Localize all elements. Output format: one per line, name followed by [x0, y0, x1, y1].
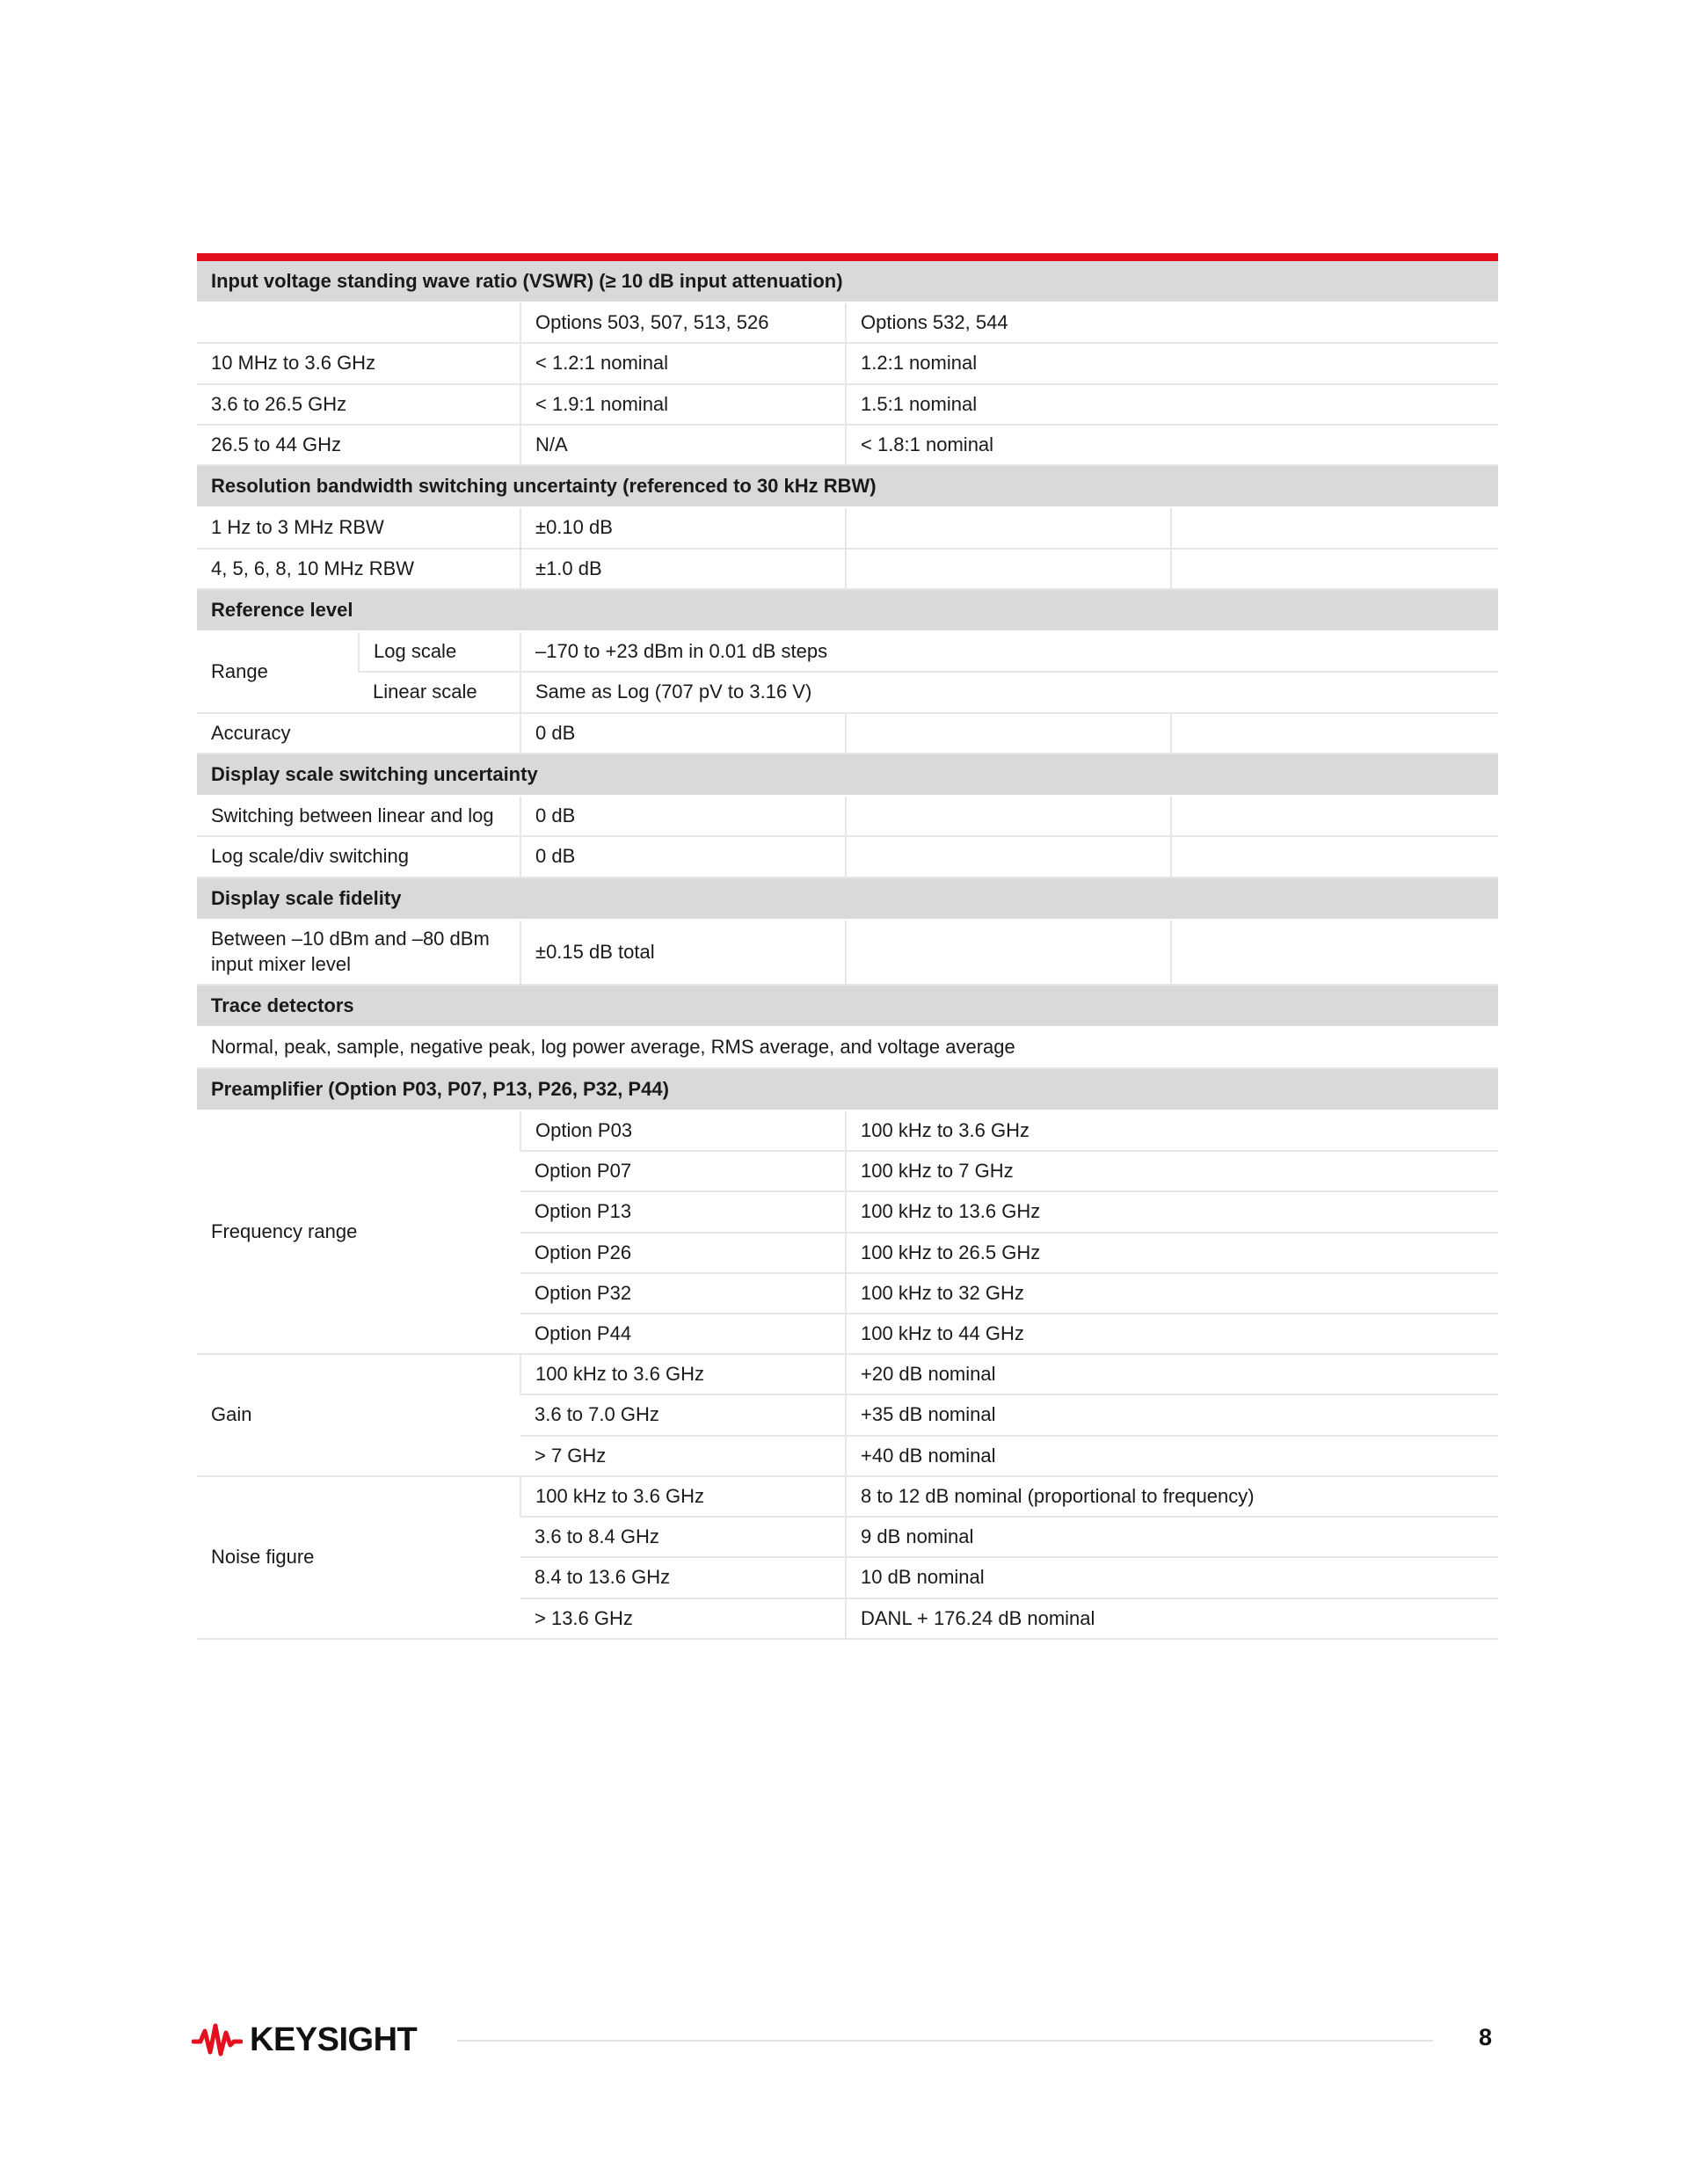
- row-label: Between –10 dBm and –80 dBm input mixer level: [197, 920, 520, 985]
- cell-value: 100 kHz to 44 GHz: [846, 1314, 1498, 1354]
- cell-option: Option P44: [520, 1314, 846, 1354]
- table-row: [197, 1110, 1498, 1151]
- row-label: Noise figure: [197, 1476, 520, 1639]
- cell-value: N/A: [520, 425, 846, 465]
- cell-value: 9 dB nominal: [846, 1517, 1498, 1557]
- section-title: Reference level: [197, 589, 1498, 631]
- cell-value: ±0.10 dB: [520, 507, 846, 548]
- column-header: Options 532, 544: [846, 302, 1498, 343]
- table-row: [197, 549, 1498, 589]
- detector-list: Normal, peak, sample, negative peak, log power average, RMS average, and voltage average: [197, 1027, 1498, 1067]
- empty-cell: [846, 920, 1171, 985]
- page-footer: [0, 2013, 1688, 2066]
- table-row: [197, 796, 1498, 836]
- row-label: 1 Hz to 3 MHz RBW: [197, 507, 520, 548]
- empty-cell: [1171, 920, 1498, 985]
- cell-value: < 1.8:1 nominal: [846, 425, 1498, 465]
- cell-value: 1.5:1 nominal: [846, 384, 1498, 425]
- empty-cell: [1171, 713, 1498, 753]
- section-title: Display scale switching uncertainty: [197, 753, 1498, 796]
- row-label: 4, 5, 6, 8, 10 MHz RBW: [197, 549, 520, 589]
- section-header-trace-detectors: [197, 985, 1498, 1027]
- section-header-display-switching: [197, 753, 1498, 796]
- section-header-rbw: [197, 465, 1498, 507]
- row-label: Switching between linear and log: [197, 796, 520, 836]
- table-row: [197, 384, 1498, 425]
- cell-value: ±1.0 dB: [520, 549, 846, 589]
- cell-value: +40 dB nominal: [846, 1436, 1498, 1476]
- row-label: 10 MHz to 3.6 GHz: [197, 343, 520, 383]
- section-title: Resolution bandwidth switching uncertainty (referenced to 30 kHz RBW): [197, 465, 1498, 507]
- table-row: [197, 425, 1498, 465]
- sub-label: Linear scale: [359, 672, 520, 712]
- cell-value: ±0.15 dB total: [520, 920, 846, 985]
- row-label: Range: [197, 631, 359, 712]
- row-label: Gain: [197, 1354, 520, 1476]
- section-title: Input voltage standing wave ratio (VSWR) (≥ 10 dB input attenuation): [197, 258, 1498, 303]
- cell-band: 3.6 to 7.0 GHz: [520, 1394, 846, 1435]
- table-row: [197, 631, 1498, 672]
- cell-value: DANL + 176.24 dB nominal: [846, 1598, 1498, 1639]
- cell-value: 10 dB nominal: [846, 1557, 1498, 1598]
- empty-cell: [1171, 507, 1498, 548]
- footer-divider: [457, 2040, 1433, 2042]
- cell-value: 100 kHz to 32 GHz: [846, 1273, 1498, 1314]
- cell-value: –170 to +23 dBm in 0.01 dB steps: [520, 631, 1498, 672]
- row-label: 3.6 to 26.5 GHz: [197, 384, 520, 425]
- table-row: [197, 672, 1498, 712]
- empty-cell: [846, 549, 1171, 589]
- table-row: [197, 302, 1498, 343]
- cell-option: Option P13: [520, 1191, 846, 1232]
- sub-label: Log scale: [359, 631, 520, 672]
- cell-value: < 1.2:1 nominal: [520, 343, 846, 383]
- cell-option: Option P26: [520, 1233, 846, 1273]
- empty-cell: [1171, 796, 1498, 836]
- wave-mark: [193, 2026, 241, 2054]
- table-row: [197, 507, 1498, 548]
- page-number: 8: [1479, 2024, 1493, 2050]
- cell-value: Same as Log (707 pV to 3.16 V): [520, 672, 1498, 712]
- table-row: [197, 836, 1498, 877]
- cell-band: 100 kHz to 3.6 GHz: [520, 1476, 846, 1517]
- column-header: Options 503, 507, 513, 526: [520, 302, 846, 343]
- empty-cell: [1171, 549, 1498, 589]
- cell-band: 8.4 to 13.6 GHz: [520, 1557, 846, 1598]
- section-header-vswr: [197, 258, 1498, 303]
- cell-value: 100 kHz to 26.5 GHz: [846, 1233, 1498, 1273]
- cell-value: 0 dB: [520, 713, 846, 753]
- keysight-wave-icon: [192, 2020, 243, 2059]
- spec-table: [197, 253, 1498, 1640]
- cell-band: > 13.6 GHz: [520, 1598, 846, 1639]
- cell-band: > 7 GHz: [520, 1436, 846, 1476]
- cell-value: 0 dB: [520, 836, 846, 877]
- row-label: Log scale/div switching: [197, 836, 520, 877]
- empty-cell: [846, 507, 1171, 548]
- empty-cell: [846, 836, 1171, 877]
- section-title: Preamplifier (Option P03, P07, P13, P26, P32, P44): [197, 1068, 1498, 1110]
- cell-band: 100 kHz to 3.6 GHz: [520, 1354, 846, 1394]
- section-title: Display scale fidelity: [197, 877, 1498, 920]
- cell-value: 100 kHz to 13.6 GHz: [846, 1191, 1498, 1232]
- row-label: [197, 302, 520, 343]
- cell-value: 100 kHz to 3.6 GHz: [846, 1110, 1498, 1151]
- cell-band: 3.6 to 8.4 GHz: [520, 1517, 846, 1557]
- table-row: [197, 1354, 1498, 1394]
- section-header-reference-level: [197, 589, 1498, 631]
- section-header-display-fidelity: [197, 877, 1498, 920]
- cell-value: 1.2:1 nominal: [846, 343, 1498, 383]
- cell-option: Option P03: [520, 1110, 846, 1151]
- table-row: [197, 1027, 1498, 1067]
- cell-option: Option P07: [520, 1151, 846, 1191]
- row-label: 26.5 to 44 GHz: [197, 425, 520, 465]
- table-row: [197, 1476, 1498, 1517]
- table-row: [197, 343, 1498, 383]
- keysight-logo: [192, 2020, 417, 2059]
- cell-value: 8 to 12 dB nominal (proportional to frequency): [846, 1476, 1498, 1517]
- empty-cell: [1171, 836, 1498, 877]
- cell-value: < 1.9:1 nominal: [520, 384, 846, 425]
- row-label: Accuracy: [197, 713, 520, 753]
- cell-value: +35 dB nominal: [846, 1394, 1498, 1435]
- cell-value: 0 dB: [520, 796, 846, 836]
- cell-value: 100 kHz to 7 GHz: [846, 1151, 1498, 1191]
- cell-value: +20 dB nominal: [846, 1354, 1498, 1394]
- table-row: [197, 713, 1498, 753]
- empty-cell: [846, 713, 1171, 753]
- brand-wordmark: KEYSIGHT: [250, 2020, 418, 2058]
- empty-cell: [846, 796, 1171, 836]
- row-label: Frequency range: [197, 1110, 520, 1354]
- section-title: Trace detectors: [197, 985, 1498, 1027]
- cell-option: Option P32: [520, 1273, 846, 1314]
- table-row: [197, 920, 1498, 985]
- section-header-preamplifier: [197, 1068, 1498, 1110]
